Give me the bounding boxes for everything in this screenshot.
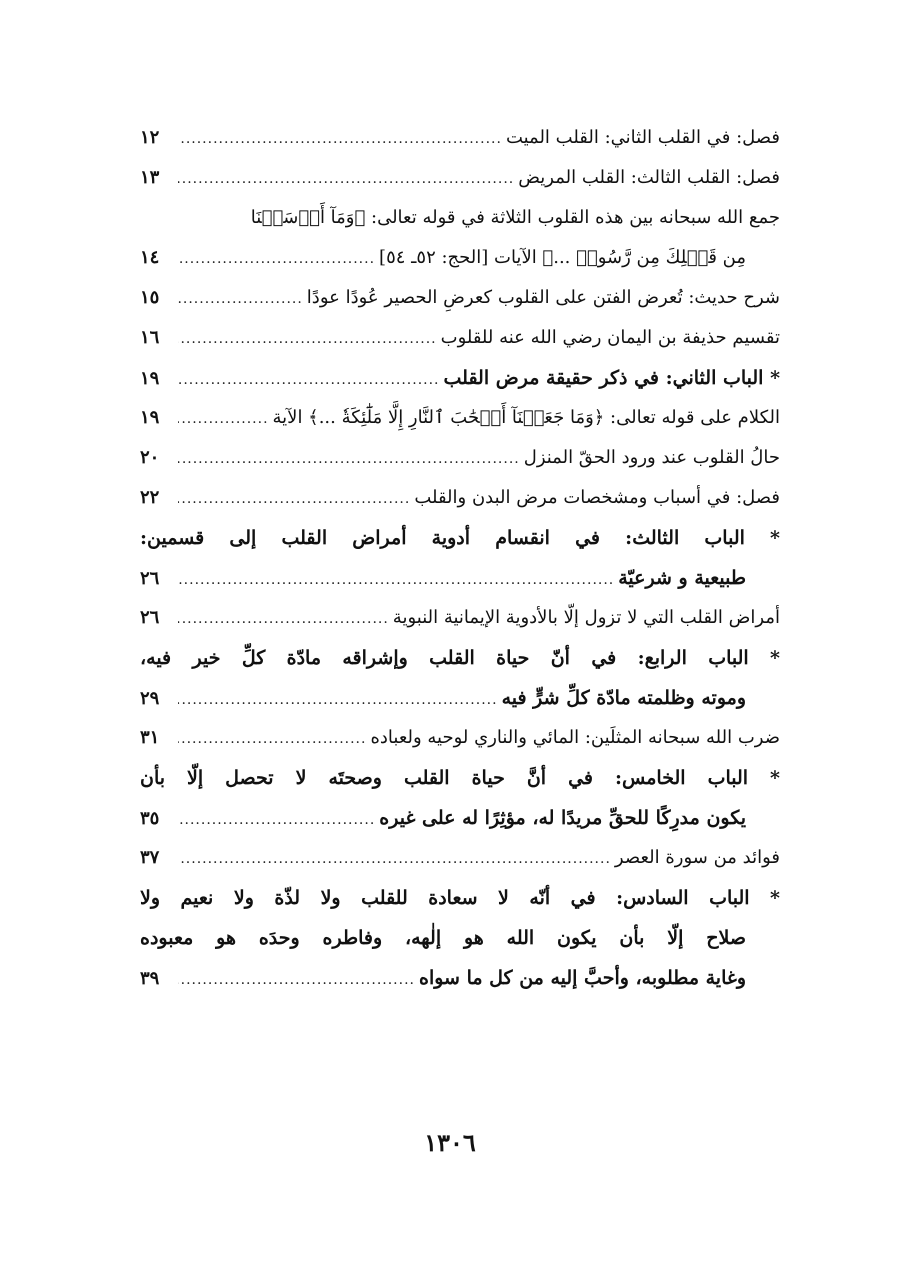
toc-chapter-entry <box>140 558 780 598</box>
toc-page-number: ٢٠ <box>140 447 160 468</box>
toc-page-number: ٢٢ <box>140 487 160 508</box>
dot-leader <box>178 360 444 400</box>
dot-leader <box>178 159 518 199</box>
toc-entry <box>140 158 780 198</box>
dot-leader <box>178 119 506 159</box>
toc-page-number: ٣٥ <box>140 808 160 829</box>
toc-page-number: ٢٦ <box>140 607 160 628</box>
dot-leader <box>178 439 524 479</box>
toc-chapter-entry <box>140 798 780 838</box>
toc-entry-title: فصل: القلب الثالث: القلب المريض <box>518 167 780 188</box>
dot-leader <box>178 399 273 439</box>
toc-entry <box>140 278 780 318</box>
dot-leader <box>178 800 379 840</box>
toc-entry <box>140 118 780 158</box>
toc-entry <box>140 598 780 638</box>
dot-leader <box>178 319 441 359</box>
toc-entry-title: * الباب الثاني: في ذكر حقيقة مرض القلب <box>443 367 780 389</box>
toc-entry-title: ضرب الله سبحانه المثلَين: المائي والناري لوحيه ولعباده <box>370 727 780 748</box>
toc-entry-title: فوائد من سورة العصر <box>614 847 780 868</box>
toc-page-number: ٢٩ <box>140 688 160 709</box>
toc-entry <box>140 238 780 278</box>
toc-entry-title: تقسيم حذيفة بن اليمان رضي الله عنه للقلوب <box>440 327 780 348</box>
toc-entry-title: الكلام على قوله تعالى: ﴿وَمَا جَعَلۡنَآ أَصۡحَٰبَ ٱلنَّارِ إِلَّا مَلَٰٓئِكَةٗ ...﴾ الآية <box>272 407 780 428</box>
toc-entry-title: فصل: في القلب الثاني: القلب الميت <box>505 127 780 148</box>
toc-page-number: ١٥ <box>140 287 160 308</box>
toc-entry-title: يكون مدرِكًا للحقِّ مريدًا له، مؤثِرًا له على غيره <box>379 807 746 829</box>
toc-page-number: ٢٦ <box>140 568 160 589</box>
toc-page-number: ١٣ <box>140 167 160 188</box>
dot-leader <box>178 960 419 1000</box>
toc-chapter-line: * الباب الخامس: في أنَّ حياة القلب وصحتَه لا تحصل إلّا بأن <box>140 767 780 789</box>
toc-page-number: ١٦ <box>140 327 160 348</box>
dot-leader <box>178 680 502 720</box>
toc-entry-line: جمع الله سبحانه بين هذه القلوب الثلاثة في قوله تعالى: ﴿وَمَآ أَرۡسَلۡنَا <box>250 207 780 228</box>
toc-entry-title: وموته وظلمته مادّة كلِّ شرٍّ فيه <box>501 687 746 709</box>
toc-page-number: ٣٩ <box>140 968 160 989</box>
dot-leader <box>178 560 618 600</box>
toc-entry-title: طبيعية و شرعيّة <box>618 567 746 589</box>
dot-leader <box>178 839 615 879</box>
toc-page-number: ١٢ <box>140 127 160 148</box>
toc-entry <box>140 438 780 478</box>
toc-page-number: ١٩ <box>140 368 160 389</box>
toc-entry-title: حالُ القلوب عند ورود الحقّ المنزل <box>523 447 780 468</box>
dot-leader <box>178 279 307 319</box>
page-number: ١٣٠٦ <box>424 1128 476 1157</box>
toc-entry-title: مِن قَبۡلِكَ مِن رَّسُولٖ ...﴾ الآيات [الحج: ٥٢ـ ٥٤] <box>379 247 746 268</box>
toc-entry <box>140 718 780 758</box>
toc-chapter-line: صلاح إلّا بأن يكون الله هو إلٰهه، وفاطره وحدَه هو معبوده <box>140 927 746 949</box>
toc-page-number: ١٤ <box>140 247 160 268</box>
toc-entry-title: أمراض القلب التي لا تزول إلّا بالأدوية الإيمانية النبوية <box>392 607 780 628</box>
toc-entry <box>140 398 780 438</box>
toc-entry <box>140 838 780 878</box>
dot-leader <box>178 599 393 639</box>
dot-leader <box>178 479 414 519</box>
toc-entry-title: وغاية مطلوبه، وأحبَّ إليه من كل ما سواه <box>418 967 746 989</box>
toc-chapter-line: * الباب الثالث: في انقسام أدوية أمراض القلب إلى قسمين: <box>140 527 780 549</box>
toc-page-number: ٣١ <box>140 727 160 748</box>
toc-entry <box>140 318 780 358</box>
toc-chapter-line: * الباب السادس: في أنّه لا سعادة للقلب ولا لذّة ولا نعيم ولا <box>140 887 780 909</box>
dot-leader <box>178 719 370 759</box>
toc-entry-title: شرح حديث: تُعرض الفتن على القلوب كعرضِ الحصير عُودًا عودًا <box>306 287 780 308</box>
toc-chapter-line: * الباب الرابع: في أنّ حياة القلب وإشراقه مادّة كلِّ خير فيه، <box>140 647 780 669</box>
toc-chapter-entry <box>140 358 780 398</box>
toc-page-number: ١٩ <box>140 407 160 428</box>
toc-chapter-entry <box>140 958 780 998</box>
toc-chapter-entry <box>140 678 780 718</box>
toc-entry <box>140 478 780 518</box>
dot-leader <box>178 239 379 279</box>
toc-entry-title: فصل: في أسباب ومشخصات مرض البدن والقلب <box>414 487 780 508</box>
table-of-contents <box>140 118 780 998</box>
toc-page-number: ٣٧ <box>140 847 160 868</box>
